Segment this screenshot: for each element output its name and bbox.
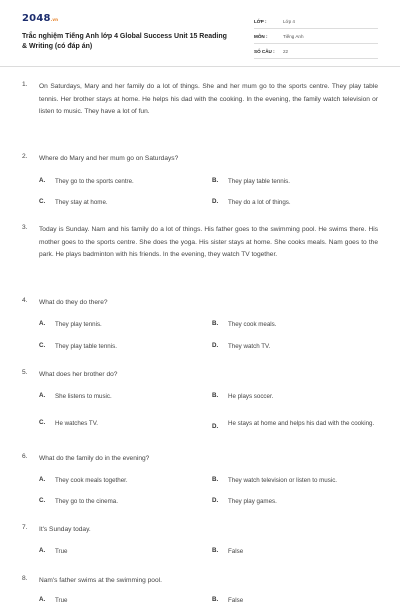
option-letter: D.	[212, 497, 219, 504]
meta-value: Tiếng Anh	[283, 33, 304, 39]
logo-main: 2048	[22, 13, 51, 24]
option-letter: D.	[212, 423, 219, 430]
meta-label: MÔN :	[254, 33, 268, 39]
document-title: Trắc nghiệm Tiếng Anh lớp 4 Global Success Unit 15 Reading & Writing (có đáp án)	[22, 33, 227, 50]
meta-label: SỐ CÂU :	[254, 48, 275, 54]
option-letter: B.	[212, 547, 219, 554]
option-letter: A.	[39, 476, 46, 483]
question-text: What do the family do in the evening?	[39, 455, 150, 462]
option-text: They do a lot of things.	[228, 199, 291, 206]
question-text: Nam's father swims at the swimming pool.	[39, 577, 162, 584]
option-letter: D.	[212, 342, 219, 349]
question-number: 2.	[22, 153, 28, 160]
option-letter: B.	[212, 596, 219, 603]
option-letter: B.	[212, 177, 219, 184]
question-text: Where do Mary and her mum go on Saturdays?	[39, 155, 179, 162]
question-number: 6.	[22, 453, 28, 460]
question-text: Today is Sunday. Nam and his family do a lot of things. His father goes to the swimming pool. He swims there. His mother goes to the sports centre. She does the yoga. His sister stays at home. She cooks meals. Nam goes to the park. He plays badminton with his friends. In the evening, they watch TV together.	[39, 226, 378, 258]
option-letter: C.	[39, 198, 46, 205]
option-text: True	[55, 597, 68, 604]
logo-tld: .vn	[50, 17, 59, 22]
option-letter: B.	[212, 392, 219, 399]
option-text: They go to the sports centre.	[55, 178, 134, 185]
option-letter: A.	[39, 547, 46, 554]
meta-value: 22	[283, 48, 289, 54]
question-text: What does her brother do?	[39, 371, 118, 378]
meta-row-class	[254, 14, 378, 29]
question-text: It's Sunday today.	[39, 526, 91, 533]
option-text: He plays soccer.	[228, 393, 274, 400]
option-text: False	[228, 597, 244, 604]
question-number: 4.	[22, 297, 28, 304]
option-text: He stays at home and helps his dad with the cooking.	[228, 420, 375, 427]
option-text: He watches TV.	[55, 420, 98, 427]
document-header	[0, 0, 400, 66]
option-letter: C.	[39, 419, 46, 426]
option-letter: C.	[39, 497, 46, 504]
option-text: They stay at home.	[55, 199, 108, 206]
option-letter: B.	[212, 476, 219, 483]
question-number: 7.	[22, 524, 28, 531]
option-text: They play table tennis.	[55, 343, 117, 350]
meta-value: Lớp 4	[283, 18, 295, 24]
option-text: They play tennis.	[55, 321, 102, 328]
option-letter: A.	[39, 177, 46, 184]
option-letter: C.	[39, 342, 46, 349]
header-divider	[0, 66, 400, 67]
option-text: She listens to music.	[55, 393, 112, 400]
question-number: 8.	[22, 575, 28, 582]
question-text: On Saturdays, Mary and her family do a lot of things. She and her mum go to the sports centre. They play table tennis. Her brother stays at home. He helps his dad with the cooking. In the evening, the family watch television or listen to music. They have a lot of fun.	[39, 83, 378, 115]
option-letter: B.	[212, 320, 219, 327]
option-text: False	[228, 548, 244, 555]
question-text: What do they do there?	[39, 299, 108, 306]
option-text: They cook meals together.	[55, 477, 128, 484]
option-letter: D.	[212, 198, 219, 205]
option-text: They play games.	[228, 498, 277, 505]
question-number: 5.	[22, 369, 28, 376]
option-text: They play table tennis.	[228, 178, 290, 185]
option-text: They watch TV.	[228, 343, 271, 350]
meta-row-count	[254, 44, 378, 59]
option-text: They cook meals.	[228, 321, 277, 328]
option-letter: A.	[39, 392, 46, 399]
option-letter: A.	[39, 320, 46, 327]
option-text: They go to the cinema.	[55, 498, 118, 505]
option-text: They watch television or listen to music.	[228, 477, 338, 484]
option-letter: A.	[39, 596, 46, 603]
option-text: True	[55, 548, 68, 555]
meta-label: LỚP :	[254, 18, 267, 24]
meta-row-subject	[254, 29, 378, 44]
meta-table	[254, 14, 378, 59]
question-number: 3.	[22, 224, 28, 231]
question-number: 1.	[22, 81, 28, 88]
